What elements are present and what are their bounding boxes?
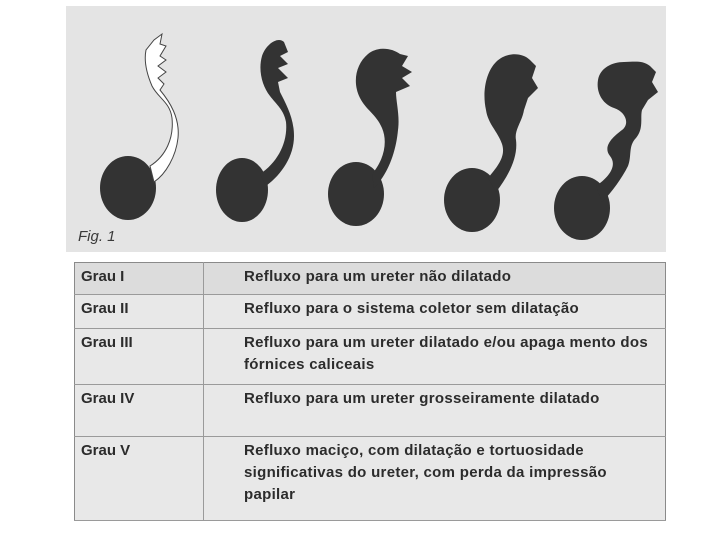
grade-description: Refluxo para um ureter dilatado e/ou apaga mento dos fórnices caliceais [204,329,666,385]
grade-label: Grau V [75,437,204,521]
figure-caption: Fig. 1 [78,228,116,245]
grade-label: Grau I [75,263,204,295]
kidney-ureter-grade-5 [554,62,658,240]
table-row [75,295,666,329]
grade-description: Refluxo para um ureter grosseiramente dilatado [204,385,666,437]
kidney-ureter-grade-1 [100,34,178,220]
grade-label: Grau IV [75,385,204,437]
table-row [75,437,666,521]
grade-description: Refluxo para o sistema coletor sem dilatação [204,295,666,329]
grade-description: Refluxo para um ureter não dilatado [204,263,666,295]
grade-description: Refluxo maciço, com dilatação e tortuosidade significativas do ureter, com perda da impressão papilar [204,437,666,521]
kidney-ureter-grade-2 [216,40,294,222]
reflux-grades-illustration [66,6,666,252]
figure-panel [66,6,666,252]
table-row [75,385,666,437]
grade-label: Grau II [75,295,204,329]
table-row [75,329,666,385]
table-row [75,263,666,295]
grade-label: Grau III [75,329,204,385]
kidney-ureter-grade-4 [444,54,538,232]
kidney-ureter-grade-3 [328,49,412,226]
reflux-grade-table [74,262,666,521]
